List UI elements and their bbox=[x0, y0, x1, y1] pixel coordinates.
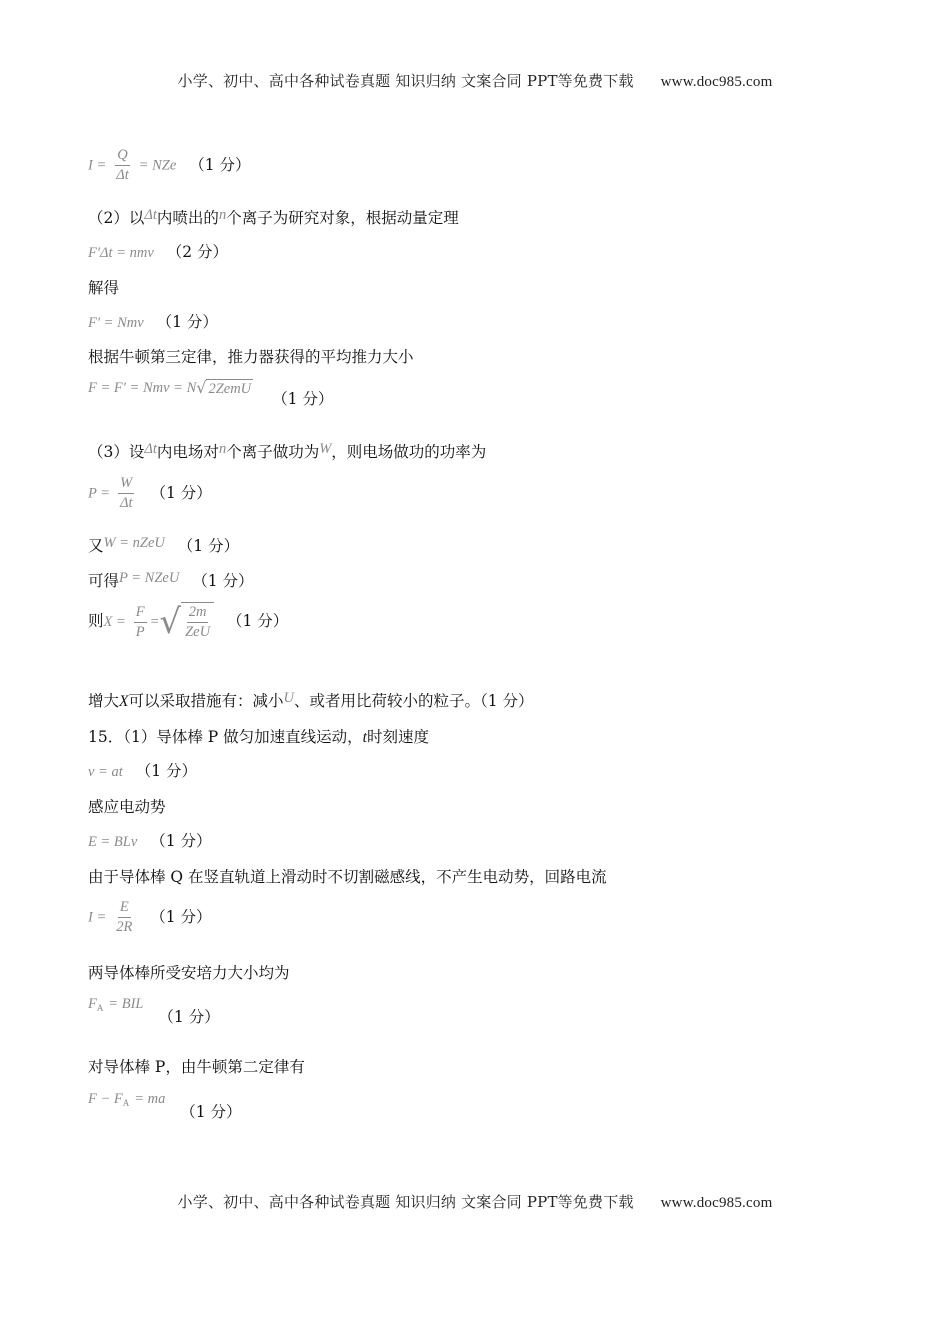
text: 个离子做功为 bbox=[226, 443, 320, 461]
fraction bbox=[134, 603, 147, 642]
equation: v = at bbox=[88, 764, 123, 780]
score: （1 分） bbox=[158, 1008, 220, 1026]
fraction bbox=[118, 474, 135, 513]
equation-force bbox=[88, 310, 218, 332]
math-t: t bbox=[362, 729, 367, 746]
denominator: Δt bbox=[119, 495, 133, 511]
equation-loop-current bbox=[88, 898, 212, 937]
equation-power bbox=[88, 474, 212, 513]
text: 两导体棒所受安培力大小均为 bbox=[88, 964, 290, 982]
equation-ratio bbox=[88, 602, 288, 642]
math-x: X bbox=[119, 693, 129, 710]
denominator: Δt bbox=[116, 167, 129, 183]
math-u: U bbox=[283, 690, 294, 706]
numerator: E bbox=[118, 898, 131, 918]
equation: F′Δt = nmv bbox=[88, 245, 154, 261]
equals: = bbox=[149, 614, 160, 630]
text: 可以采取措施有：减小 bbox=[128, 692, 284, 710]
text-line-circuit bbox=[88, 865, 607, 887]
text: 根据牛顿第三定律，推力器获得的平均推力大小 bbox=[88, 348, 414, 366]
score: （1 分） bbox=[135, 762, 197, 780]
equation-power-result bbox=[88, 569, 254, 591]
eq-lhs: I = bbox=[88, 157, 107, 174]
denominator: 2R bbox=[116, 919, 133, 935]
equation-thrust bbox=[88, 378, 333, 409]
footer-url[interactable]: www.doc985.com bbox=[660, 1195, 773, 1211]
score: （1 分） bbox=[150, 907, 212, 926]
fraction bbox=[114, 146, 131, 185]
text-line-power bbox=[88, 440, 486, 462]
score: （1 分） bbox=[272, 390, 334, 408]
equation-impulse bbox=[88, 240, 228, 262]
score: （2 分） bbox=[166, 243, 228, 261]
equation-current bbox=[88, 146, 251, 185]
text: 、或者用比荷较小的粒子。（1 分） bbox=[293, 692, 534, 710]
denominator: P bbox=[135, 623, 145, 640]
page-header bbox=[0, 70, 950, 91]
equation-emf bbox=[88, 829, 211, 851]
numerator: 2m bbox=[187, 603, 209, 623]
numerator: W bbox=[118, 474, 134, 494]
text: 15．（1）导体棒 P 做匀加速直线运动， bbox=[88, 728, 363, 746]
equation: P = NZeU bbox=[119, 570, 180, 586]
text: 解得 bbox=[88, 279, 120, 297]
text-line-newton-second bbox=[88, 1055, 305, 1077]
eq-rhs: = NZe bbox=[138, 157, 177, 174]
text-line-q15 bbox=[88, 725, 429, 747]
score: （1 分） bbox=[177, 537, 240, 555]
score: （1 分） bbox=[226, 612, 289, 630]
eq-lhs: I = bbox=[88, 909, 107, 926]
eq-lhs: F − F bbox=[88, 1091, 123, 1107]
equation-work bbox=[88, 534, 239, 556]
eq-lhs: X = bbox=[103, 614, 126, 630]
equation: E = BLv bbox=[88, 834, 138, 850]
equation: F′ = Nmv bbox=[88, 315, 144, 331]
footer-text: 小学、初中、高中各种试卷真题 知识归纳 文案合同 PPT等免费下载 bbox=[177, 1193, 634, 1211]
header-url[interactable]: www.doc985.com bbox=[660, 74, 773, 90]
subscript: A bbox=[122, 1098, 130, 1108]
math-f: F bbox=[88, 996, 97, 1012]
math-dt: Δt bbox=[144, 441, 157, 457]
text: 对导体棒 P，由牛顿第二定律有 bbox=[88, 1058, 305, 1076]
text: 则 bbox=[88, 612, 104, 630]
denominator: ZeU bbox=[185, 624, 211, 640]
text-line-emf bbox=[88, 795, 166, 817]
page-footer bbox=[0, 1191, 950, 1212]
eq-lhs: P = bbox=[88, 485, 111, 502]
math-w: W bbox=[319, 441, 332, 457]
eq-rhs: = ma bbox=[134, 1091, 166, 1107]
subscript: A bbox=[96, 1003, 104, 1013]
eq-rhs: = BIL bbox=[108, 996, 144, 1012]
score: （1 分） bbox=[189, 155, 251, 174]
text-line-solve bbox=[88, 276, 119, 298]
text-line-measures bbox=[88, 689, 534, 711]
equation-ampere bbox=[88, 994, 220, 1027]
equation: W = nZeU bbox=[103, 535, 165, 551]
text: 由于导体棒 Q 在竖直轨道上滑动时不切割磁感线，不产生电动势，回路电流 bbox=[88, 868, 607, 886]
text: 内电场对 bbox=[156, 443, 219, 461]
math-dt: Δt bbox=[144, 207, 157, 223]
equation: F = F′ = Nmv = N bbox=[88, 380, 197, 396]
text: 时刻速度 bbox=[366, 728, 429, 746]
text-line-momentum bbox=[88, 206, 459, 228]
text: 增大 bbox=[88, 692, 120, 710]
text: 可得 bbox=[88, 572, 120, 590]
square-root: √ 2ZemU bbox=[196, 377, 252, 397]
text: 个离子为研究对象，根据动量定理 bbox=[226, 209, 459, 227]
header-text: 小学、初中、高中各种试卷真题 知识归纳 文案合同 PPT等免费下载 bbox=[177, 72, 634, 90]
math-n: n bbox=[218, 441, 227, 457]
text-line-newton-third bbox=[88, 345, 414, 367]
equation-velocity bbox=[88, 759, 197, 781]
score: （1 分） bbox=[150, 832, 212, 850]
equation-newton-second bbox=[88, 1089, 242, 1122]
radicand bbox=[181, 602, 214, 642]
score: （1 分） bbox=[180, 1103, 242, 1121]
text-line-ampere bbox=[88, 961, 290, 983]
square-root: √ $\frac{2m}{\text{ZeU}}$ bbox=[159, 602, 214, 642]
score: （1 分） bbox=[192, 572, 254, 590]
numerator: Q bbox=[115, 146, 129, 166]
score: （1 分） bbox=[156, 313, 218, 331]
text: 感应电动势 bbox=[88, 798, 166, 816]
text: 又 bbox=[88, 537, 104, 555]
text: ，则电场做功的功率为 bbox=[331, 443, 487, 461]
radicand: 2ZemU bbox=[208, 380, 252, 397]
math-n: n bbox=[218, 207, 227, 223]
fraction bbox=[114, 898, 134, 937]
text: 内喷出的 bbox=[156, 209, 219, 227]
numerator: F bbox=[134, 603, 147, 623]
text: （2）以 bbox=[88, 209, 145, 227]
score: （1 分） bbox=[150, 483, 212, 502]
text: （3）设 bbox=[88, 443, 145, 461]
